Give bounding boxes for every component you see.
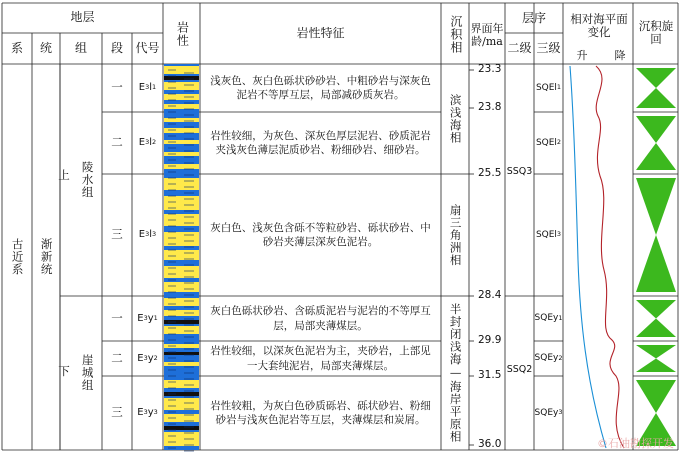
header-third-order: 三级 xyxy=(536,41,561,56)
layer-code xyxy=(132,296,163,341)
code-sub: 3 xyxy=(152,230,157,239)
boundary-age-label: 23.8 xyxy=(478,101,502,113)
seq3-name: SQEy xyxy=(534,407,559,418)
code-mid: l xyxy=(149,229,153,241)
boundary-age-label: 28.4 xyxy=(478,289,502,301)
segment-label: 二 xyxy=(111,350,123,365)
boundary-age-label: 31.5 xyxy=(478,369,502,381)
seq3-sub: 2 xyxy=(558,353,563,362)
code-sub: 2 xyxy=(152,138,157,147)
cycle-triangle-down xyxy=(636,300,676,319)
group-lower-label: 崖城组 xyxy=(80,354,95,392)
code-main: E xyxy=(137,352,144,364)
code-main: E xyxy=(138,82,146,94)
code-main: E xyxy=(137,407,144,419)
code-sub: 1 xyxy=(153,313,158,322)
facies-fan-delta: 扇三角洲相 xyxy=(448,203,463,267)
cycle-triangle-up xyxy=(636,319,676,338)
boundary-age-label: 36.0 xyxy=(478,438,502,450)
sandstone-bed xyxy=(164,326,199,334)
seq3-label xyxy=(534,341,563,376)
layer-code xyxy=(132,341,163,376)
sandstone-bed xyxy=(164,104,199,109)
boundary-age-label: 29.9 xyxy=(478,334,502,346)
code-main: E xyxy=(137,312,144,324)
code-mid: y xyxy=(147,312,154,324)
cycle-triangle-up xyxy=(636,235,676,292)
watermark: ©石油勘探开发 xyxy=(597,437,674,450)
header-sequence: 层序 xyxy=(521,11,546,26)
code-mid: y xyxy=(147,407,154,419)
code-sub: 3 xyxy=(145,230,150,239)
sandstone-bed xyxy=(164,82,199,90)
cycle-triangle-down xyxy=(636,178,676,235)
sandstone-bed xyxy=(164,282,199,292)
seq3-sub: 1 xyxy=(558,313,563,322)
code-sub: 3 xyxy=(153,408,158,417)
code-mid: l xyxy=(149,137,153,149)
lithology-description: 灰白色、浅灰色含砾不等粒砂岩、砾状砂岩、中砂岩夹薄层深灰色泥岩。 xyxy=(210,221,431,248)
layer-code xyxy=(132,376,163,450)
header-group: 组 xyxy=(74,41,87,56)
header-second-order: 二级 xyxy=(507,41,532,56)
code-sub: 3 xyxy=(143,313,148,322)
cycle-triangle-up xyxy=(636,143,676,170)
seq3-sub: 3 xyxy=(556,230,562,239)
lithology-description: 岩性较细，为灰色、深灰色厚层泥岩、砂质泥岩夹浅灰色薄层泥质砂岩、粉细砂岩、细砂岩。 xyxy=(210,129,431,156)
code-mid: y xyxy=(147,352,154,364)
seq3-sub: 3 xyxy=(558,408,563,417)
seq3-label xyxy=(534,174,563,296)
code-sub: 2 xyxy=(153,353,158,362)
facies-littoral: 滨浅海相 xyxy=(448,94,463,144)
code-sub: 1 xyxy=(152,83,157,92)
seq3-sub: 1 xyxy=(556,83,562,92)
seq3-name: SQEl xyxy=(535,137,557,148)
coal-bed xyxy=(164,76,199,80)
layer-code xyxy=(132,112,163,174)
lithology-description: 浅灰色、灰白色砾状砂砂岩、中粗砂岩与深灰色泥岩不等厚互层，局部减砂质灰岩。 xyxy=(210,74,431,101)
header-boundary-age: 界面年龄/ma xyxy=(470,22,504,48)
code-sub: 3 xyxy=(143,353,148,362)
header-facies: 沉积相 xyxy=(448,14,463,54)
segment-label: 一 xyxy=(111,310,123,325)
seq2-ssq3: SSQ3 xyxy=(506,165,533,177)
seq3-name: SQEy xyxy=(534,353,559,364)
layer-code xyxy=(132,174,163,296)
cycle-triangle-down xyxy=(636,116,676,143)
code-sub: 3 xyxy=(145,138,150,147)
header-code: 代号 xyxy=(135,41,160,56)
header-rise: 升 xyxy=(576,48,588,62)
cycle-triangle-up xyxy=(636,359,676,373)
code-main: E xyxy=(138,229,146,241)
sandstone-bed xyxy=(164,128,199,133)
cycle-triangle-up xyxy=(636,88,676,108)
system-label: 古近系 xyxy=(10,238,25,276)
seq3-name: SQEl xyxy=(535,229,557,240)
code-mid: l xyxy=(149,82,153,94)
seq3-label xyxy=(534,296,563,341)
header-lith-features: 岩性特征 xyxy=(296,26,345,41)
seq3-name: SQEl xyxy=(535,82,557,93)
coal-bed xyxy=(164,352,199,355)
facies-semi-enclosed: 半封闭浅海—海岸平原相 xyxy=(448,303,463,443)
seq3-label xyxy=(534,112,563,174)
lithology-description: 岩性较粗，为灰白色砂质砾岩、砾状砂岩、粉细砂岩与浅灰色泥岩等互层，夹薄煤层和炭屑。 xyxy=(210,399,431,426)
code-sub: 3 xyxy=(143,408,148,417)
sandstone-bed xyxy=(164,380,199,388)
sandstone-bed xyxy=(164,298,199,306)
lithology-description: 岩性较细，以深灰色泥岩为主，夹砂岩，上部见一大套纯泥岩，局部夹薄煤层。 xyxy=(210,345,431,372)
boundary-age-label: 23.3 xyxy=(478,63,502,75)
seq3-label xyxy=(534,64,563,112)
cycle-triangle-down xyxy=(636,68,676,88)
coal-bed xyxy=(164,426,199,430)
header-cycle: 沉积旋回 xyxy=(638,18,674,46)
header-lithology: 岩性 xyxy=(175,21,190,47)
seq3-name: SQEy xyxy=(534,313,559,324)
sandstone-bed xyxy=(164,118,199,122)
header-sea-level: 相对海平面变化 xyxy=(570,11,628,39)
header-system: 系 xyxy=(10,41,23,56)
segment-label: 三 xyxy=(111,227,123,242)
series-label: 渐新统 xyxy=(39,238,54,276)
seq2-ssq2: SSQ2 xyxy=(506,363,533,375)
boundary-age-label: 25.5 xyxy=(478,167,502,179)
cycle-triangle-down xyxy=(636,380,676,413)
header-series: 统 xyxy=(39,41,52,56)
code-main: E xyxy=(138,137,146,149)
segment-label: 二 xyxy=(111,135,123,150)
lower-label: 下 xyxy=(58,364,70,379)
segment-label: 三 xyxy=(111,405,123,420)
layer-code xyxy=(132,64,163,112)
segment-label: 一 xyxy=(111,80,123,95)
header-segment: 段 xyxy=(110,41,123,56)
seq3-label xyxy=(534,376,563,450)
sandstone-bed xyxy=(164,164,199,169)
header-stratum: 地层 xyxy=(70,10,95,25)
cycle-triangle-down xyxy=(636,345,676,359)
group-upper-label: 陵水组 xyxy=(80,161,95,199)
code-sub: 3 xyxy=(145,83,150,92)
lithology-description: 灰白色砾状砂岩、含砾质泥岩与泥岩的不等厚互层，局部夹薄煤层。 xyxy=(210,305,431,332)
sandstone-bed xyxy=(164,250,199,260)
seq3-sub: 2 xyxy=(556,138,562,147)
sea-level-curve-short xyxy=(596,66,624,448)
upper-label: 上 xyxy=(58,168,70,183)
header-fall: 降 xyxy=(614,48,626,62)
